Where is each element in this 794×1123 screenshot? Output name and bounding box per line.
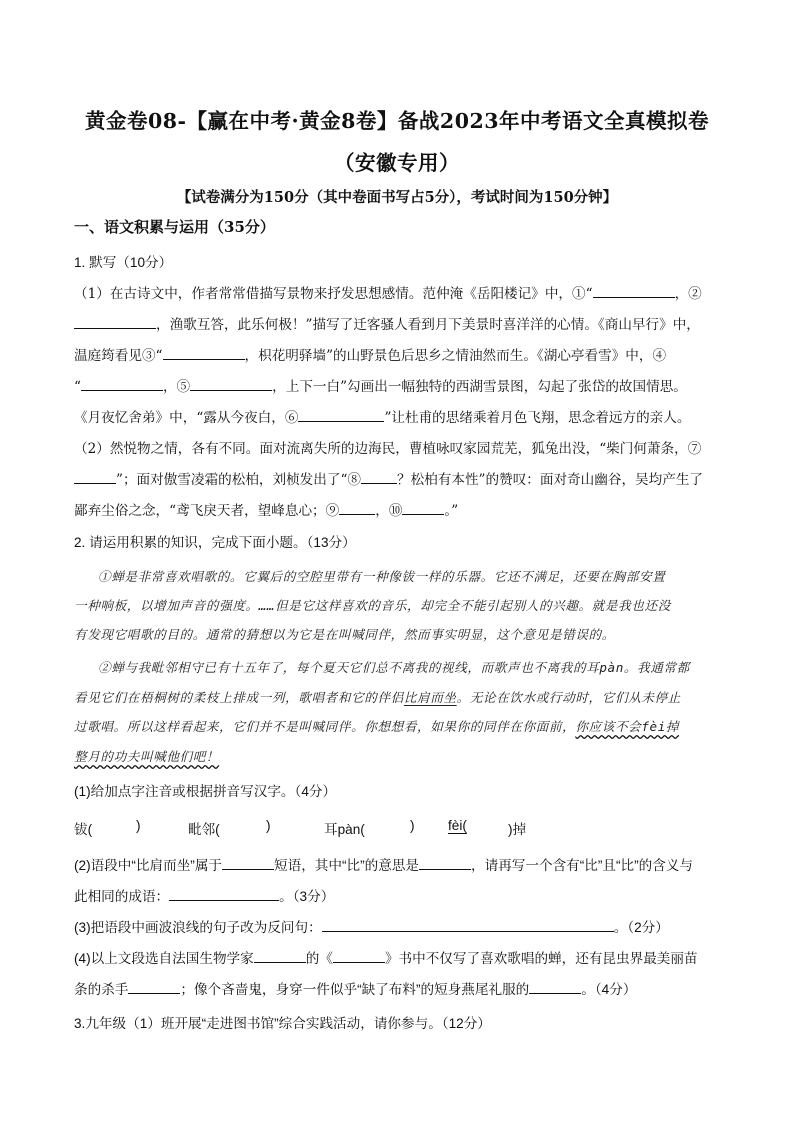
text: （2）然悦物之情，各有不同。面对流离失所的边海民，曹植咏叹家园荒芜，狐兔出没，“柴门何萧条，⑦ (74, 441, 702, 457)
blank[interactable] (163, 345, 245, 360)
q1-line (74, 437, 701, 457)
q2-sub4 (74, 947, 698, 967)
blank[interactable] (222, 855, 274, 870)
text: ) (410, 818, 415, 833)
text: 毗邻( (188, 822, 220, 837)
q1-heading: 1. 默写（10分） (74, 255, 173, 270)
blank[interactable] (322, 917, 614, 932)
text: (4)以上文段选自法国生物学家 (74, 951, 254, 966)
text: )掉 (508, 822, 527, 837)
text: ；像个吝啬鬼，身穿一件似乎“缺了布料”的短身燕尾礼服的 (180, 982, 530, 997)
passage-line: 一种响板，以增加声音的强度。……但是它这样喜欢的音乐，却完全不能引起别人的兴趣。就是我也还没 (74, 598, 671, 613)
passage-line (74, 687, 681, 706)
q1-line (74, 344, 666, 364)
q1-line (74, 313, 700, 333)
q2-sub3 (74, 916, 669, 936)
text: ，⑤ (162, 379, 191, 395)
blank[interactable] (81, 376, 163, 391)
text: ，⑩ (375, 503, 403, 519)
text: “ (74, 379, 81, 395)
blank[interactable] (74, 469, 116, 484)
text: 鄙弃尘俗之念，“鸢飞戾天者，望峰息心；⑨ (74, 503, 340, 519)
text: 钹( (74, 822, 93, 837)
blank[interactable] (254, 948, 306, 963)
text: (2)语段中“比肩而坐”属于 (74, 858, 223, 873)
blank[interactable] (128, 979, 180, 994)
text: ，枳花明驿墙”的山野景色后思乡之情油然而生。《湖心亭看雪》中，④ (244, 348, 667, 364)
q1-line (74, 468, 703, 488)
blank[interactable] (419, 855, 471, 870)
text: 。无论在饮水或行动时，它们从未停止 (456, 690, 681, 705)
passage-line: ②蝉与我毗邻相守已有十五年了，每个夏天它们总不离我的视线，而歌声也不离我的耳pàn。我通常都 (98, 660, 690, 675)
text: 短语，其中“比”的意思是 (274, 858, 420, 873)
text: ”让杜甫的思绪乘着月色飞翔，思念着远方的亲人。 (384, 410, 691, 426)
text: ”；面对傲雪凌霜的松柏，刘桢发出了“⑧ (116, 472, 361, 488)
text: （1）在古诗文中，作者常常借描写景物来抒发思想感情。范仲淹《岳阳楼记》中，①“ (74, 286, 593, 302)
text: ？松柏有本性”的赞叹：面对奇山幽谷，吴均产生了 (397, 472, 704, 488)
text: 耳pàn( (324, 822, 365, 837)
text: 的《 (305, 951, 333, 966)
passage-line: 有发现它唱歌的目的。通常的猜想以为它是在叫喊同伴，然而事实明显，这个意见是错误的。 (74, 627, 615, 642)
wavy-sentence: 你应该不会fèi掉 (575, 719, 680, 734)
text: fèi( (448, 818, 467, 833)
exam-subtitle: （安徽专用） (334, 151, 460, 175)
text: 看见它们在梧桐树的柔枝上排成一列，歌唱者和它的伴侣 (74, 690, 404, 705)
text: ) (136, 818, 141, 833)
passage-line (74, 716, 679, 735)
q2-sub4-cont (74, 978, 636, 998)
text: ，渔歌互答，此乐何极！”描写了迁客骚人看到月下美景时喜洋洋的心情。《商山早行》中， (156, 317, 700, 333)
text: 。（4分） (581, 982, 637, 997)
blank[interactable] (74, 314, 156, 329)
text: 温庭筠看见③“ (74, 348, 163, 364)
section-heading: 一、语文积累与运用（35分） (74, 218, 275, 236)
text: ) (266, 818, 271, 833)
blank[interactable] (333, 948, 385, 963)
q2-sub2 (74, 854, 693, 874)
q3-heading: 3.九年级（1）班开展“走进图书馆”综合实践活动，请你参与。（12分） (74, 1016, 491, 1031)
blank[interactable] (190, 376, 272, 391)
text: 此相同的成语： (74, 889, 170, 904)
q1-line (74, 499, 458, 519)
text: 。（3分） (279, 889, 335, 904)
underlined-phrase: 比肩而坐 (403, 690, 457, 705)
blank[interactable] (169, 886, 279, 901)
q1-line (74, 282, 702, 302)
text: ，请再写一个含有“比”且“比”的含义与 (471, 858, 694, 873)
text: 过歌唱。所以这样看起来，它们并不是叫喊同伴。你想想看，如果你的同伴在你面前， (74, 719, 576, 734)
blank[interactable] (529, 979, 581, 994)
blank[interactable] (339, 500, 375, 515)
text: ，② (674, 286, 702, 302)
blank[interactable] (298, 407, 384, 422)
blank[interactable] (593, 283, 675, 298)
q1-line (74, 406, 690, 426)
q1-line (74, 375, 687, 395)
passage-line: ①蝉是非常喜欢唱歌的。它翼后的空腔里带有一种像钹一样的乐器。它还不满足，还要在胸部安置 (98, 569, 666, 584)
text: (3)把语段中画波浪线的句子改为反问句： (74, 920, 322, 935)
blank[interactable] (361, 469, 397, 484)
text: 条的杀手 (74, 982, 129, 997)
q2-heading: 2. 请运用积累的知识，完成下面小题。（13分） (74, 535, 356, 550)
text: ，上下一白”勾画出一幅独特的西湖雪景图，勾起了张岱的故国情思。 (272, 379, 687, 395)
q2-sub1: (1)给加点字注音或根据拼音写汉字。（4分） (74, 784, 337, 799)
text: 》书中不仅写了喜欢歌唱的蝉，还有昆虫界最美丽苗 (384, 951, 698, 966)
blank[interactable] (402, 500, 444, 515)
exam-meta: 【试卷满分为150分（其中卷面书写占5分），考试时间为150分钟】 (176, 189, 618, 206)
text: 。” (444, 503, 459, 519)
passage-line (74, 746, 219, 765)
text: 。（2分） (613, 920, 669, 935)
exam-title: 黄金卷08-【赢在中考·黄金8卷】备战2023年中考语文全真模拟卷 (85, 109, 709, 133)
text: 《月夜忆舍弟》中，“露从今夜白，⑥ (74, 410, 299, 426)
wavy-sentence: 整月的功夫叫喊他们吧！ (74, 749, 220, 764)
q2-sub2-cont (74, 885, 334, 905)
